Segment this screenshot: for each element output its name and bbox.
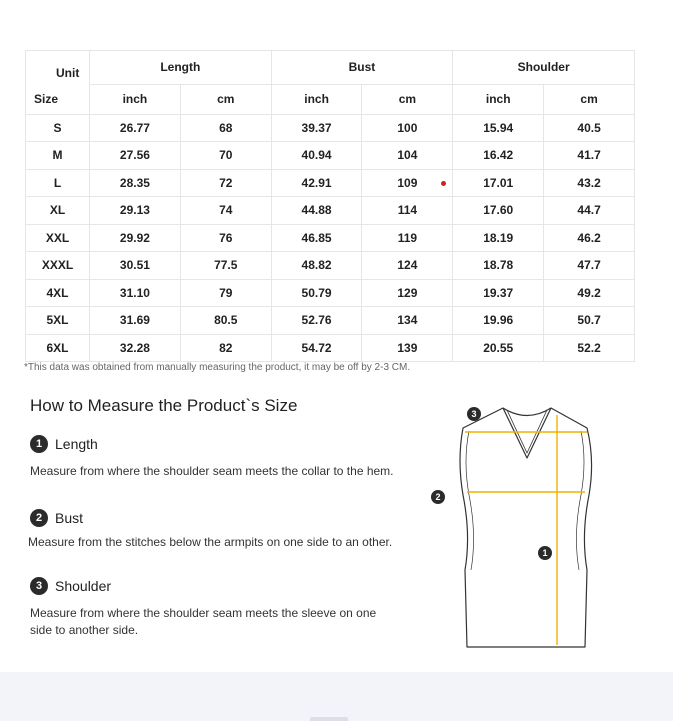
- size-chart-table: [25, 50, 635, 362]
- bust-description: Measure from the stitches below the armpits on one side to an other.: [28, 535, 393, 549]
- number-badge: 2: [30, 509, 48, 527]
- table-row: [26, 169, 635, 197]
- unit-header-cell: cm: [544, 84, 635, 114]
- measure-section-title: How to Measure the Product`s Size: [30, 396, 298, 415]
- value-cell: 80.5: [180, 307, 271, 335]
- size-cell: 5XL: [26, 307, 90, 335]
- value-cell: 114: [362, 197, 453, 225]
- unit-header: Unit: [26, 51, 90, 85]
- value-cell: 42.91: [271, 169, 362, 197]
- value-cell: 52.76: [271, 307, 362, 335]
- value-cell: 134: [362, 307, 453, 335]
- page-footer-band: [0, 672, 673, 721]
- shoulder-label: Shoulder: [55, 578, 112, 594]
- value-cell: 44.88: [271, 197, 362, 225]
- size-cell: XL: [26, 197, 90, 225]
- table-unit-row: [26, 84, 635, 114]
- value-cell: 46.2: [544, 224, 635, 252]
- number-badge: 1: [30, 435, 48, 453]
- table-row: [26, 114, 635, 142]
- measure-lines: [465, 415, 587, 645]
- value-cell: 19.96: [453, 307, 544, 335]
- length-heading: [30, 435, 98, 453]
- table-row: [26, 197, 635, 225]
- size-cell: 4XL: [26, 279, 90, 307]
- value-cell: 47.7: [544, 252, 635, 280]
- bust-heading: [30, 509, 83, 527]
- value-cell: 16.42: [453, 142, 544, 170]
- value-cell: 50.79: [271, 279, 362, 307]
- value-cell: 82: [180, 334, 271, 362]
- value-cell: 50.7: [544, 307, 635, 335]
- table-row: [26, 334, 635, 362]
- vest-diagram: [425, 395, 625, 660]
- table-row: [26, 307, 635, 335]
- measurement-note: *This data was obtained from manually measuring the product, it may be off by 2-3 CM.: [24, 362, 411, 373]
- value-cell: 17.01: [453, 169, 544, 197]
- value-cell: 72: [180, 169, 271, 197]
- value-cell: 39.37: [271, 114, 362, 142]
- value-cell: 40.5: [544, 114, 635, 142]
- unit-header-cell: inch: [453, 84, 544, 114]
- length-description: Measure from where the shoulder seam meets the collar to the hem.: [30, 464, 394, 478]
- value-cell: 40.94: [271, 142, 362, 170]
- shoulder-group-header: Shoulder: [453, 51, 635, 85]
- value-cell: 100: [362, 114, 453, 142]
- length-marker-badge: 1: [538, 546, 552, 560]
- length-label: Length: [55, 436, 98, 452]
- table-row: [26, 252, 635, 280]
- value-cell: 68: [180, 114, 271, 142]
- value-cell: 76: [180, 224, 271, 252]
- value-cell: 77.5: [180, 252, 271, 280]
- value-cell: 30.51: [90, 252, 181, 280]
- value-cell: 20.55: [453, 334, 544, 362]
- size-cell: 6XL: [26, 334, 90, 362]
- size-cell: XXXL: [26, 252, 90, 280]
- size-header: Size: [26, 84, 90, 114]
- value-cell: 124: [362, 252, 453, 280]
- value-cell: 70: [180, 142, 271, 170]
- bust-marker-badge: 2: [431, 490, 445, 504]
- value-cell: 18.78: [453, 252, 544, 280]
- red-marker-dot: [441, 181, 446, 186]
- shoulder-description: Measure from where the shoulder seam meets the sleeve on one side to another side.: [30, 606, 377, 637]
- value-cell: 43.2: [544, 169, 635, 197]
- bottom-handle[interactable]: [310, 717, 348, 721]
- unit-header-cell: cm: [180, 84, 271, 114]
- shoulder-marker-badge: 3: [467, 407, 481, 421]
- shoulder-heading: [30, 577, 111, 595]
- value-cell: 44.7: [544, 197, 635, 225]
- value-cell: 31.69: [90, 307, 181, 335]
- unit-header-cell: inch: [271, 84, 362, 114]
- table-row: [26, 224, 635, 252]
- value-cell: 48.82: [271, 252, 362, 280]
- table-row: [26, 142, 635, 170]
- size-cell: L: [26, 169, 90, 197]
- value-cell: 15.94: [453, 114, 544, 142]
- bust-label: Bust: [55, 510, 84, 526]
- size-cell: M: [26, 142, 90, 170]
- value-cell: 54.72: [271, 334, 362, 362]
- value-cell: 109: [362, 169, 453, 197]
- value-cell: 27.56: [90, 142, 181, 170]
- value-cell: 139: [362, 334, 453, 362]
- value-cell: 79: [180, 279, 271, 307]
- value-cell: 32.28: [90, 334, 181, 362]
- table-row: [26, 279, 635, 307]
- value-cell: 28.35: [90, 169, 181, 197]
- value-cell: 17.60: [453, 197, 544, 225]
- value-cell: 41.7: [544, 142, 635, 170]
- value-cell: 46.85: [271, 224, 362, 252]
- value-cell: 129: [362, 279, 453, 307]
- value-cell: 26.77: [90, 114, 181, 142]
- unit-header-cell: inch: [90, 84, 181, 114]
- value-cell: 52.2: [544, 334, 635, 362]
- value-cell: 49.2: [544, 279, 635, 307]
- length-group-header: Length: [90, 51, 272, 85]
- value-cell: 31.10: [90, 279, 181, 307]
- size-cell: XXL: [26, 224, 90, 252]
- table-header-row: [26, 51, 635, 85]
- vest-outline: [460, 408, 592, 647]
- value-cell: 19.37: [453, 279, 544, 307]
- value-cell: 29.92: [90, 224, 181, 252]
- size-cell: S: [26, 114, 90, 142]
- bust-group-header: Bust: [271, 51, 453, 85]
- value-cell: 18.19: [453, 224, 544, 252]
- value-cell: 29.13: [90, 197, 181, 225]
- value-cell: 119: [362, 224, 453, 252]
- value-cell: 104: [362, 142, 453, 170]
- number-badge: 3: [30, 577, 48, 595]
- unit-header-cell: cm: [362, 84, 453, 114]
- value-cell: 74: [180, 197, 271, 225]
